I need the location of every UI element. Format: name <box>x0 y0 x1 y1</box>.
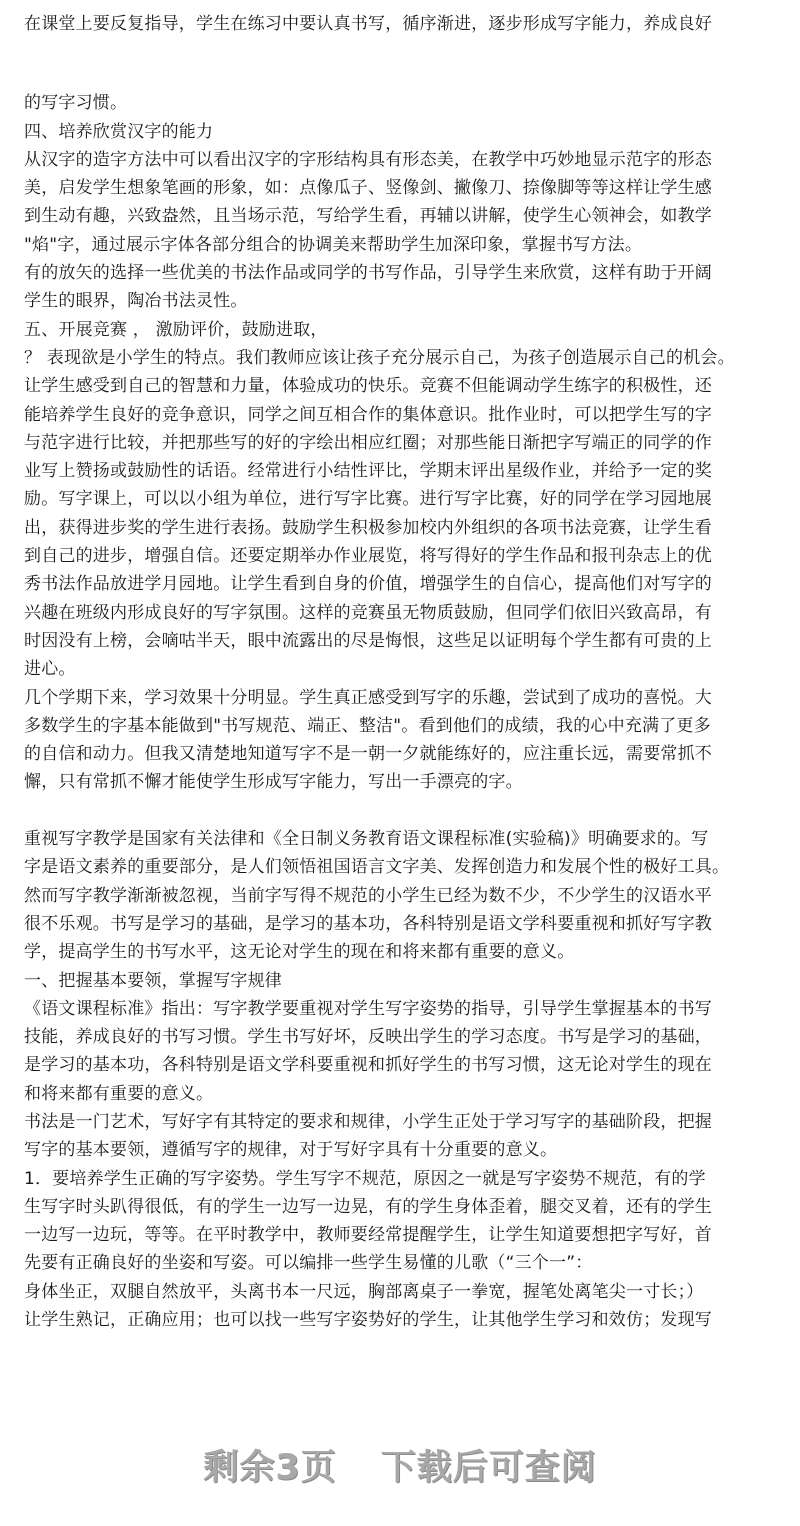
text-line: 兴趣在班级内形成良好的写字氛围。这样的竞赛虽无物质鼓励，但同学们依旧兴致高昂，有 <box>24 602 712 623</box>
text-line: 字是语文素养的重要部分，是人们领悟祖国语言文字美、发挥创造力和发展个性的极好工具。 <box>24 857 730 878</box>
text-line: 的自信和动力。但我又清楚地知道写字不是一朝一夕就能练好的，应注重长远，需要常抓不 <box>24 744 712 765</box>
text-line: 到自己的进步，增强自信。还要定期举办作业展览，将写得好的学生作品和报刊杂志上的优 <box>24 546 712 567</box>
text-line: 能培养学生良好的竞争意识，同学之间互相合作的集体意识。批作业时，可以把学生写的字 <box>24 404 712 425</box>
remaining-pages-label: 剩余3页 <box>203 1448 337 1488</box>
text-line: ？ 表现欲是小学生的特点。我们教师应该让孩子充分展示自己，为孩子创造展示自己的机会。 <box>24 347 735 368</box>
blank-line <box>24 797 784 825</box>
text-line: 到生动有趣，兴致盎然，且当场示范，写给学生看，再辅以讲解，使学生心领神会，如教学 <box>24 206 712 227</box>
text-line: 四、培养欣赏汉字的能力 <box>24 121 214 142</box>
text-line: 出，获得进步奖的学生进行表扬。鼓励学生积极参加校内外组织的各项书法竞赛，让学生看 <box>24 517 712 538</box>
text-line: 技能，养成良好的书写习惯。学生书写好坏，反映出学生的学习态度。书写是学习的基础， <box>24 1027 712 1048</box>
text-line: 书法是一门艺术，写好字有其特定的要求和规律，小学生正处于学习写字的基础阶段，把握 <box>24 1111 712 1132</box>
text-line: 懈，只有常抓不懈才能使学生形成写字能力，写出一手漂亮的字。 <box>24 772 523 793</box>
text-line: 多数学生的字基本能做到"书写规范、端正、整洁"。看到他们的成绩，我的心中充满了更多 <box>24 715 711 736</box>
text-line: 重视写字教学是国家有关法律和《全日制义务教育语文课程标准(实验稿)》明确要求的。写 <box>24 829 709 850</box>
text-line: 一边写一边玩，等等。在平时教学中，教师要经常提醒学生，让学生知道要想把字写好，首 <box>24 1225 712 1246</box>
text-line: 是学习的基本功，各科特别是语文学科要重视和抓好学生的书写习惯，这无论对学生的现在 <box>24 1055 712 1076</box>
text-line: 让学生熟记，正确应用；也可以找一些写字姿势好的学生，让其他学生学习和效仿；发现写 <box>24 1310 712 1331</box>
text-line: 写字的基本要领，遵循写字的规律，对于写好字具有十分重要的意义。 <box>24 1140 558 1161</box>
text-line: 然而写字教学渐渐被忽视，当前字写得不规范的小学生已经为数不少，不少学生的汉语水平 <box>24 885 712 906</box>
text-line: 从汉字的造字方法中可以看出汉字的字形结构具有形态美，在教学中巧妙地显示范字的形态 <box>24 149 712 170</box>
text-line: "焰"字，通过展示字体各部分组合的协调美来帮助学生加深印象，掌握书写方法。 <box>24 234 643 255</box>
text-line: 在课堂上要反复指导，学生在练习中要认真书写，循序渐进，逐步形成写字能力，养成良好 <box>24 14 712 34</box>
text-line: 秀书法作品放进学月园地。让学生看到自身的价值，增强学生的自信心，提高他们对写字的 <box>24 574 712 595</box>
text-line: 很不乐观。书写是学习的基础，是学习的基本功，各科特别是语文学科要重视和抓好写字教 <box>24 913 712 934</box>
text-line: 业写上赞扬或鼓励性的话语。经常进行小结性评比，学期末评出星级作业，并给予一定的奖 <box>24 461 712 482</box>
text-line: 《语文课程标准》指出：写字教学要重视对学生写字姿势的指导，引导学生掌握基本的书写 <box>24 998 712 1019</box>
text-line: 先要有正确良好的坐姿和写姿。可以编排一些学生易懂的儿歌（“三个一”： <box>24 1253 593 1274</box>
text-line: 生写字时头趴得很低，有的学生一边写一边晃，有的学生身体歪着，腿交叉着，还有的学生 <box>24 1196 712 1217</box>
text-line: 的写字习惯。 <box>24 93 128 114</box>
text-line: 学生的眼界，陶冶书法灵性。 <box>24 291 248 312</box>
download-to-view-label: 下载后可查阅 <box>380 1448 597 1488</box>
text-line: 身体坐正，双腿自然放平，头离书本一尺远，胸部离桌子一拳宽，握笔处离笔尖一寸长；） <box>24 1281 704 1302</box>
text-line: 和将来都有重要的意义。 <box>24 1083 214 1104</box>
text-line: 一、把握基本要领，掌握写字规律 <box>24 970 282 991</box>
text-line: 学，提高学生的书写水平，这无论对学生的现在和将来都有重要的意义。 <box>24 942 575 963</box>
text-line: 让学生感受到自己的智慧和力量，体验成功的快乐。竞赛不但能调动学生练字的积极性，还 <box>24 376 712 397</box>
document-body <box>24 10 784 1334</box>
text-line: 励。写字课上，可以以小组为单位，进行写字比赛。进行写字比赛，好的同学在学习园地展 <box>24 489 712 510</box>
text-line: 1．要培养学生正确的写字姿势。学生写字不规范，原因之一就是写字姿势不规范，有的学 <box>24 1168 706 1189</box>
text-line: 有的放矢的选择一些优美的书法作品或同学的书写作品，引导学生来欣赏，这样有助于开阔 <box>24 263 712 284</box>
text-line: 与范字进行比较，并把那些写的好的字绘出相应红圈；对那些能日渐把字写端正的同学的作 <box>24 432 712 453</box>
text-line: 进心。 <box>24 659 76 680</box>
text-line: 五、开展竞赛 ， 激励评价，鼓励进取， <box>24 319 328 340</box>
text-line: 几个学期下来，学习效果十分明显。学生真正感受到写字的乐趣，尝试到了成功的喜悦。大 <box>24 687 712 708</box>
text-line: 美，启发学生想象笔画的形象，如：点像瓜子、竖像剑、撇像刀、捺像脚等等这样让学生感 <box>24 178 712 199</box>
text-line: 时因没有上榜，会嘀咕半天，眼中流露出的尽是悔恨，这些足以证明每个学生都有可贵的上 <box>24 630 712 651</box>
download-prompt[interactable] <box>0 1440 800 1490</box>
